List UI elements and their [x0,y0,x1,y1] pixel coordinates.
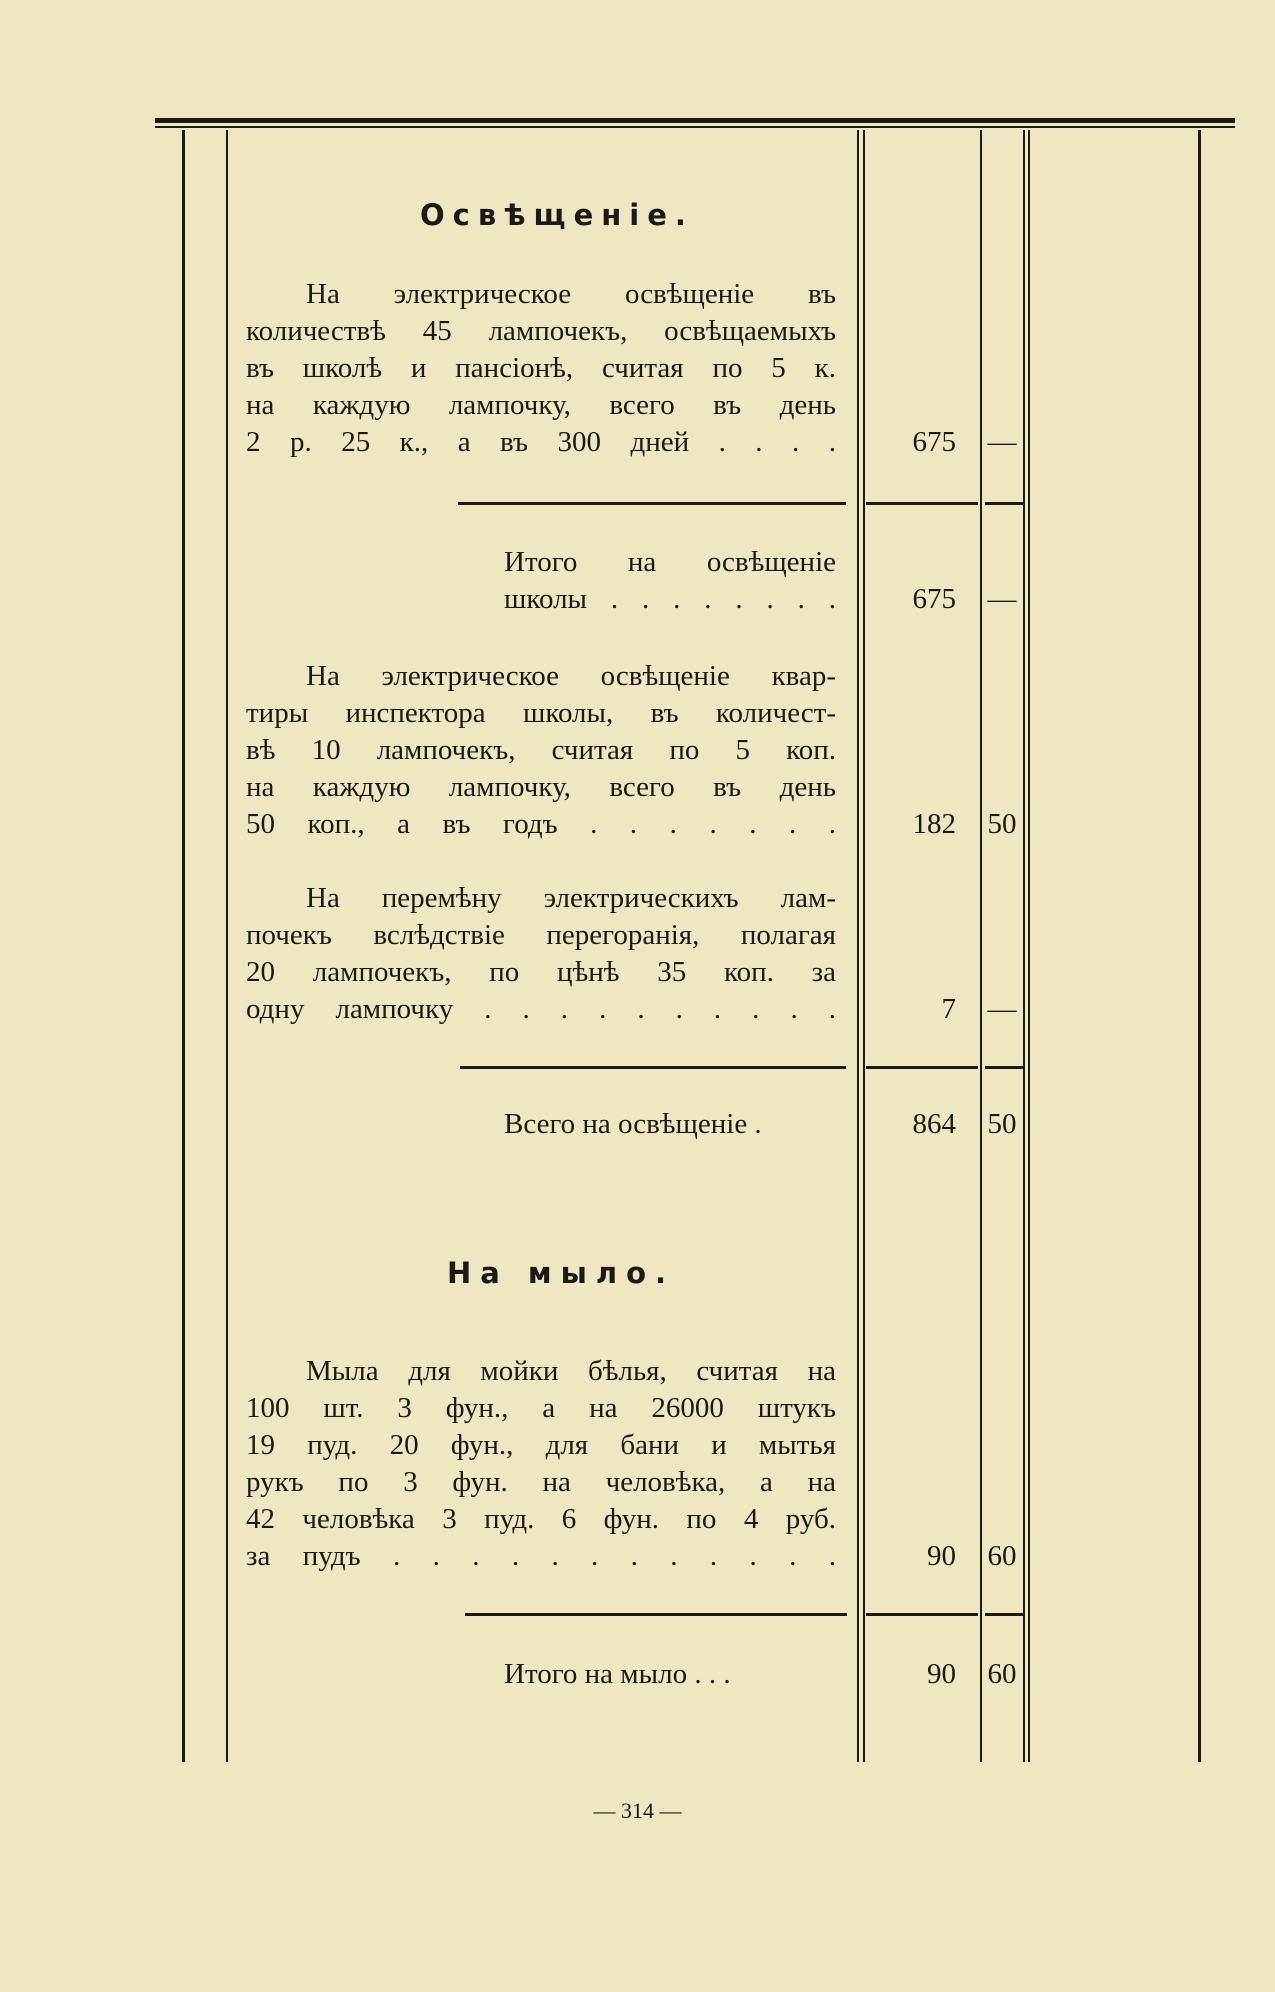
item1-line: На электрическое освѣщеніе въ [306,278,836,310]
subtotal-rule [458,502,846,505]
item2-line: На электрическое освѣщеніе квар- [306,660,836,692]
section-heading-soap: На мыло. [447,1256,676,1290]
soap-total-kopecks: 60 [987,1658,1017,1690]
lighting-total-kopecks: 50 [987,1108,1017,1140]
item3-line: почекъ вслѣдствіе перегоранія, полагая [246,919,836,951]
lighting-total-rubles: 864 [912,1108,956,1140]
column-rule [182,130,185,1762]
item1-kopecks: — [987,426,1017,458]
subtotal-kopecks: — [987,583,1017,615]
subtotal-rubles: 675 [912,583,956,615]
total-rule [460,1066,846,1069]
soap-item-line: рукъ по 3 фун. на человѣка, а на [246,1466,836,1498]
item3-line: 20 лампочекъ, по цѣнѣ 35 коп. за [246,956,836,988]
total-rule [866,1066,978,1069]
table-top-rule [155,118,1235,128]
item2-line: 50 коп., а въ годъ . . . . . . . [246,808,836,840]
item2-rubles: 182 [912,808,956,840]
item1-line: количествѣ 45 лампочекъ, освѣщаемыхъ [246,315,836,347]
item2-kopecks: 50 [987,808,1017,840]
soap-item-line: 100 шт. 3 фун., а на 26000 штукъ [246,1392,836,1424]
column-rule [1023,130,1025,1762]
subtotal-rule [866,502,978,505]
soap-item-kopecks: 60 [987,1540,1017,1572]
item3-line: одну лампочку . . . . . . . . . . [246,993,836,1025]
lighting-total-label: Всего на освѣщеніе . [504,1108,762,1140]
column-rule [980,130,982,1762]
column-rule [1028,130,1030,1762]
subtotal-line: школы . . . . . . . . [504,583,836,615]
soap-total-rubles: 90 [927,1658,956,1690]
column-rule [226,130,228,1762]
item3-line: На перемѣну электрическихъ лам- [306,882,836,914]
soap-item-line: за пудъ . . . . . . . . . . . . [246,1540,836,1572]
soap-total-rule [985,1613,1023,1616]
column-rule [857,130,859,1762]
item3-rubles: 7 [941,993,956,1025]
item1-line: 2 р. 25 к., а въ 300 дней . . . . [246,426,836,458]
soap-item-line: 19 пуд. 20 фун., для бани и мытья [246,1429,836,1461]
item1-rubles: 675 [912,426,956,458]
soap-total-rule [465,1613,847,1616]
soap-item-line: 42 человѣка 3 пуд. 6 фун. по 4 руб. [246,1503,836,1535]
section-heading-lighting: Освѣщеніе. [420,198,694,232]
soap-total-rule [866,1613,978,1616]
column-rule [863,130,865,1762]
total-rule [985,1066,1023,1069]
page-number: — 314 — [593,1798,682,1823]
item2-line: тиры инспектора школы, въ количест- [246,697,836,729]
soap-total-label: Итого на мыло . . . [504,1658,731,1690]
subtotal-line: Итого на освѣщеніе [504,546,836,578]
subtotal-rule [985,502,1023,505]
soap-item-rubles: 90 [927,1540,956,1572]
item1-line: въ школѣ и пансіонѣ, считая по 5 к. [246,352,836,384]
item2-line: вѣ 10 лампочекъ, считая по 5 коп. [246,734,836,766]
item2-line: на каждую лампочку, всего въ день [246,771,836,803]
column-rule [1198,130,1201,1762]
item1-line: на каждую лампочку, всего въ день [246,389,836,421]
soap-item-line: Мыла для мойки бѣлья, считая на [306,1355,836,1387]
item3-kopecks: — [987,993,1017,1025]
